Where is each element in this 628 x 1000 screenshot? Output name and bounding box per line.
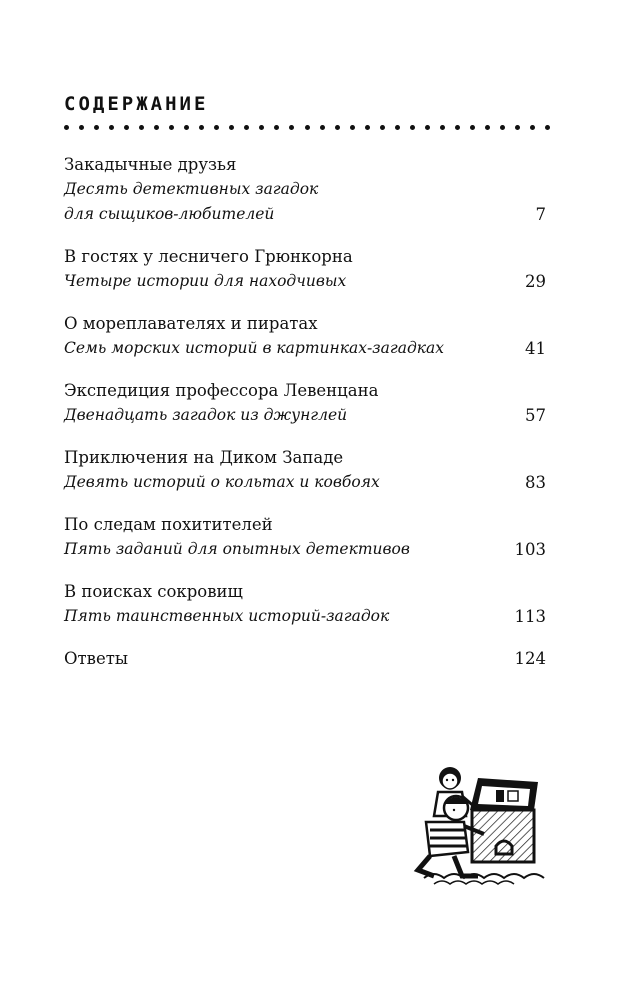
toc-entry-title: Закадычные друзья bbox=[64, 155, 237, 174]
toc-page-number: 113 bbox=[514, 607, 546, 626]
toc-entry-subtitle: Пять заданий для опытных детективов bbox=[64, 540, 410, 558]
divider-dot bbox=[124, 125, 129, 130]
toc-entry bbox=[64, 152, 546, 227]
toc-entry-subtitle: Семь морских историй в картинках-загадках bbox=[64, 339, 445, 357]
divider-dot bbox=[229, 125, 234, 130]
divider-dot bbox=[94, 125, 99, 130]
divider-dot bbox=[380, 125, 385, 130]
toc-page-number: 124 bbox=[514, 649, 546, 668]
toc-entry bbox=[64, 378, 546, 428]
treasure-chest-kids-illustration bbox=[404, 760, 554, 890]
divider-dot bbox=[350, 125, 355, 130]
divider-dot bbox=[365, 125, 370, 130]
toc-page-number: 103 bbox=[514, 540, 546, 559]
toc-entry-title: В поисках сокровищ bbox=[64, 582, 243, 601]
divider-dot bbox=[455, 125, 460, 130]
toc-entry-subtitle: Двенадцать загадок из джунглей bbox=[64, 406, 348, 424]
divider-dot bbox=[530, 125, 535, 130]
toc-entry-title: В гостях у лесничего Грюнкорна bbox=[64, 247, 353, 266]
divider-dot bbox=[425, 125, 430, 130]
divider-dot bbox=[154, 125, 159, 130]
toc-entry bbox=[64, 646, 546, 671]
toc-entry-subtitle: Десять детективных загадок bbox=[64, 180, 319, 198]
divider-dot bbox=[199, 125, 204, 130]
divider-dot bbox=[79, 125, 84, 130]
table-of-contents bbox=[64, 152, 546, 688]
divider-dot bbox=[184, 125, 189, 130]
divider-dot bbox=[109, 125, 114, 130]
toc-entry-title: Приключения на Диком Западе bbox=[64, 448, 344, 467]
divider-dot bbox=[139, 125, 144, 130]
divider-dot bbox=[244, 125, 249, 130]
toc-entry-title: Экспедиция профессора Левенцана bbox=[64, 381, 379, 400]
divider-dot bbox=[305, 125, 310, 130]
divider-dot bbox=[259, 125, 264, 130]
toc-page-number: 29 bbox=[525, 272, 546, 291]
toc-page-number: 7 bbox=[535, 205, 546, 224]
toc-page-number: 83 bbox=[525, 473, 546, 492]
divider-dot bbox=[410, 125, 415, 130]
divider-dot bbox=[320, 125, 325, 130]
divider-dot bbox=[289, 125, 294, 130]
toc-entry bbox=[64, 311, 546, 361]
toc-entry-title: Ответы bbox=[64, 649, 128, 668]
toc-entry bbox=[64, 445, 546, 495]
divider-dot bbox=[335, 125, 340, 130]
toc-entry bbox=[64, 244, 546, 294]
divider-dot bbox=[440, 125, 445, 130]
divider-dot bbox=[485, 125, 490, 130]
divider-dot bbox=[169, 125, 174, 130]
dotted-divider bbox=[64, 123, 550, 131]
toc-entry bbox=[64, 579, 546, 629]
toc-entry-title: По следам похитителей bbox=[64, 515, 273, 534]
toc-entry-subtitle: Четыре истории для находчивых bbox=[64, 272, 347, 290]
toc-entry bbox=[64, 512, 546, 562]
toc-entry-subtitle: Девять историй о кольтах и ковбоях bbox=[64, 473, 380, 491]
toc-entry-subtitle: Пять таинственных историй-загадок bbox=[64, 607, 390, 625]
divider-dot bbox=[545, 125, 550, 130]
divider-dot bbox=[214, 125, 219, 130]
divider-dot bbox=[515, 125, 520, 130]
divider-dot bbox=[500, 125, 505, 130]
toc-entry-subtitle: для сыщиков-любителей bbox=[64, 205, 275, 223]
divider-dot bbox=[64, 125, 69, 130]
divider-dot bbox=[274, 125, 279, 130]
page-title: СОДЕРЖАНИЕ bbox=[64, 93, 209, 115]
divider-dot bbox=[395, 125, 400, 130]
toc-page-number: 57 bbox=[525, 406, 546, 425]
toc-page-number: 41 bbox=[525, 339, 546, 358]
divider-dot bbox=[470, 125, 475, 130]
toc-entry-title: О мореплавателях и пиратах bbox=[64, 314, 318, 333]
